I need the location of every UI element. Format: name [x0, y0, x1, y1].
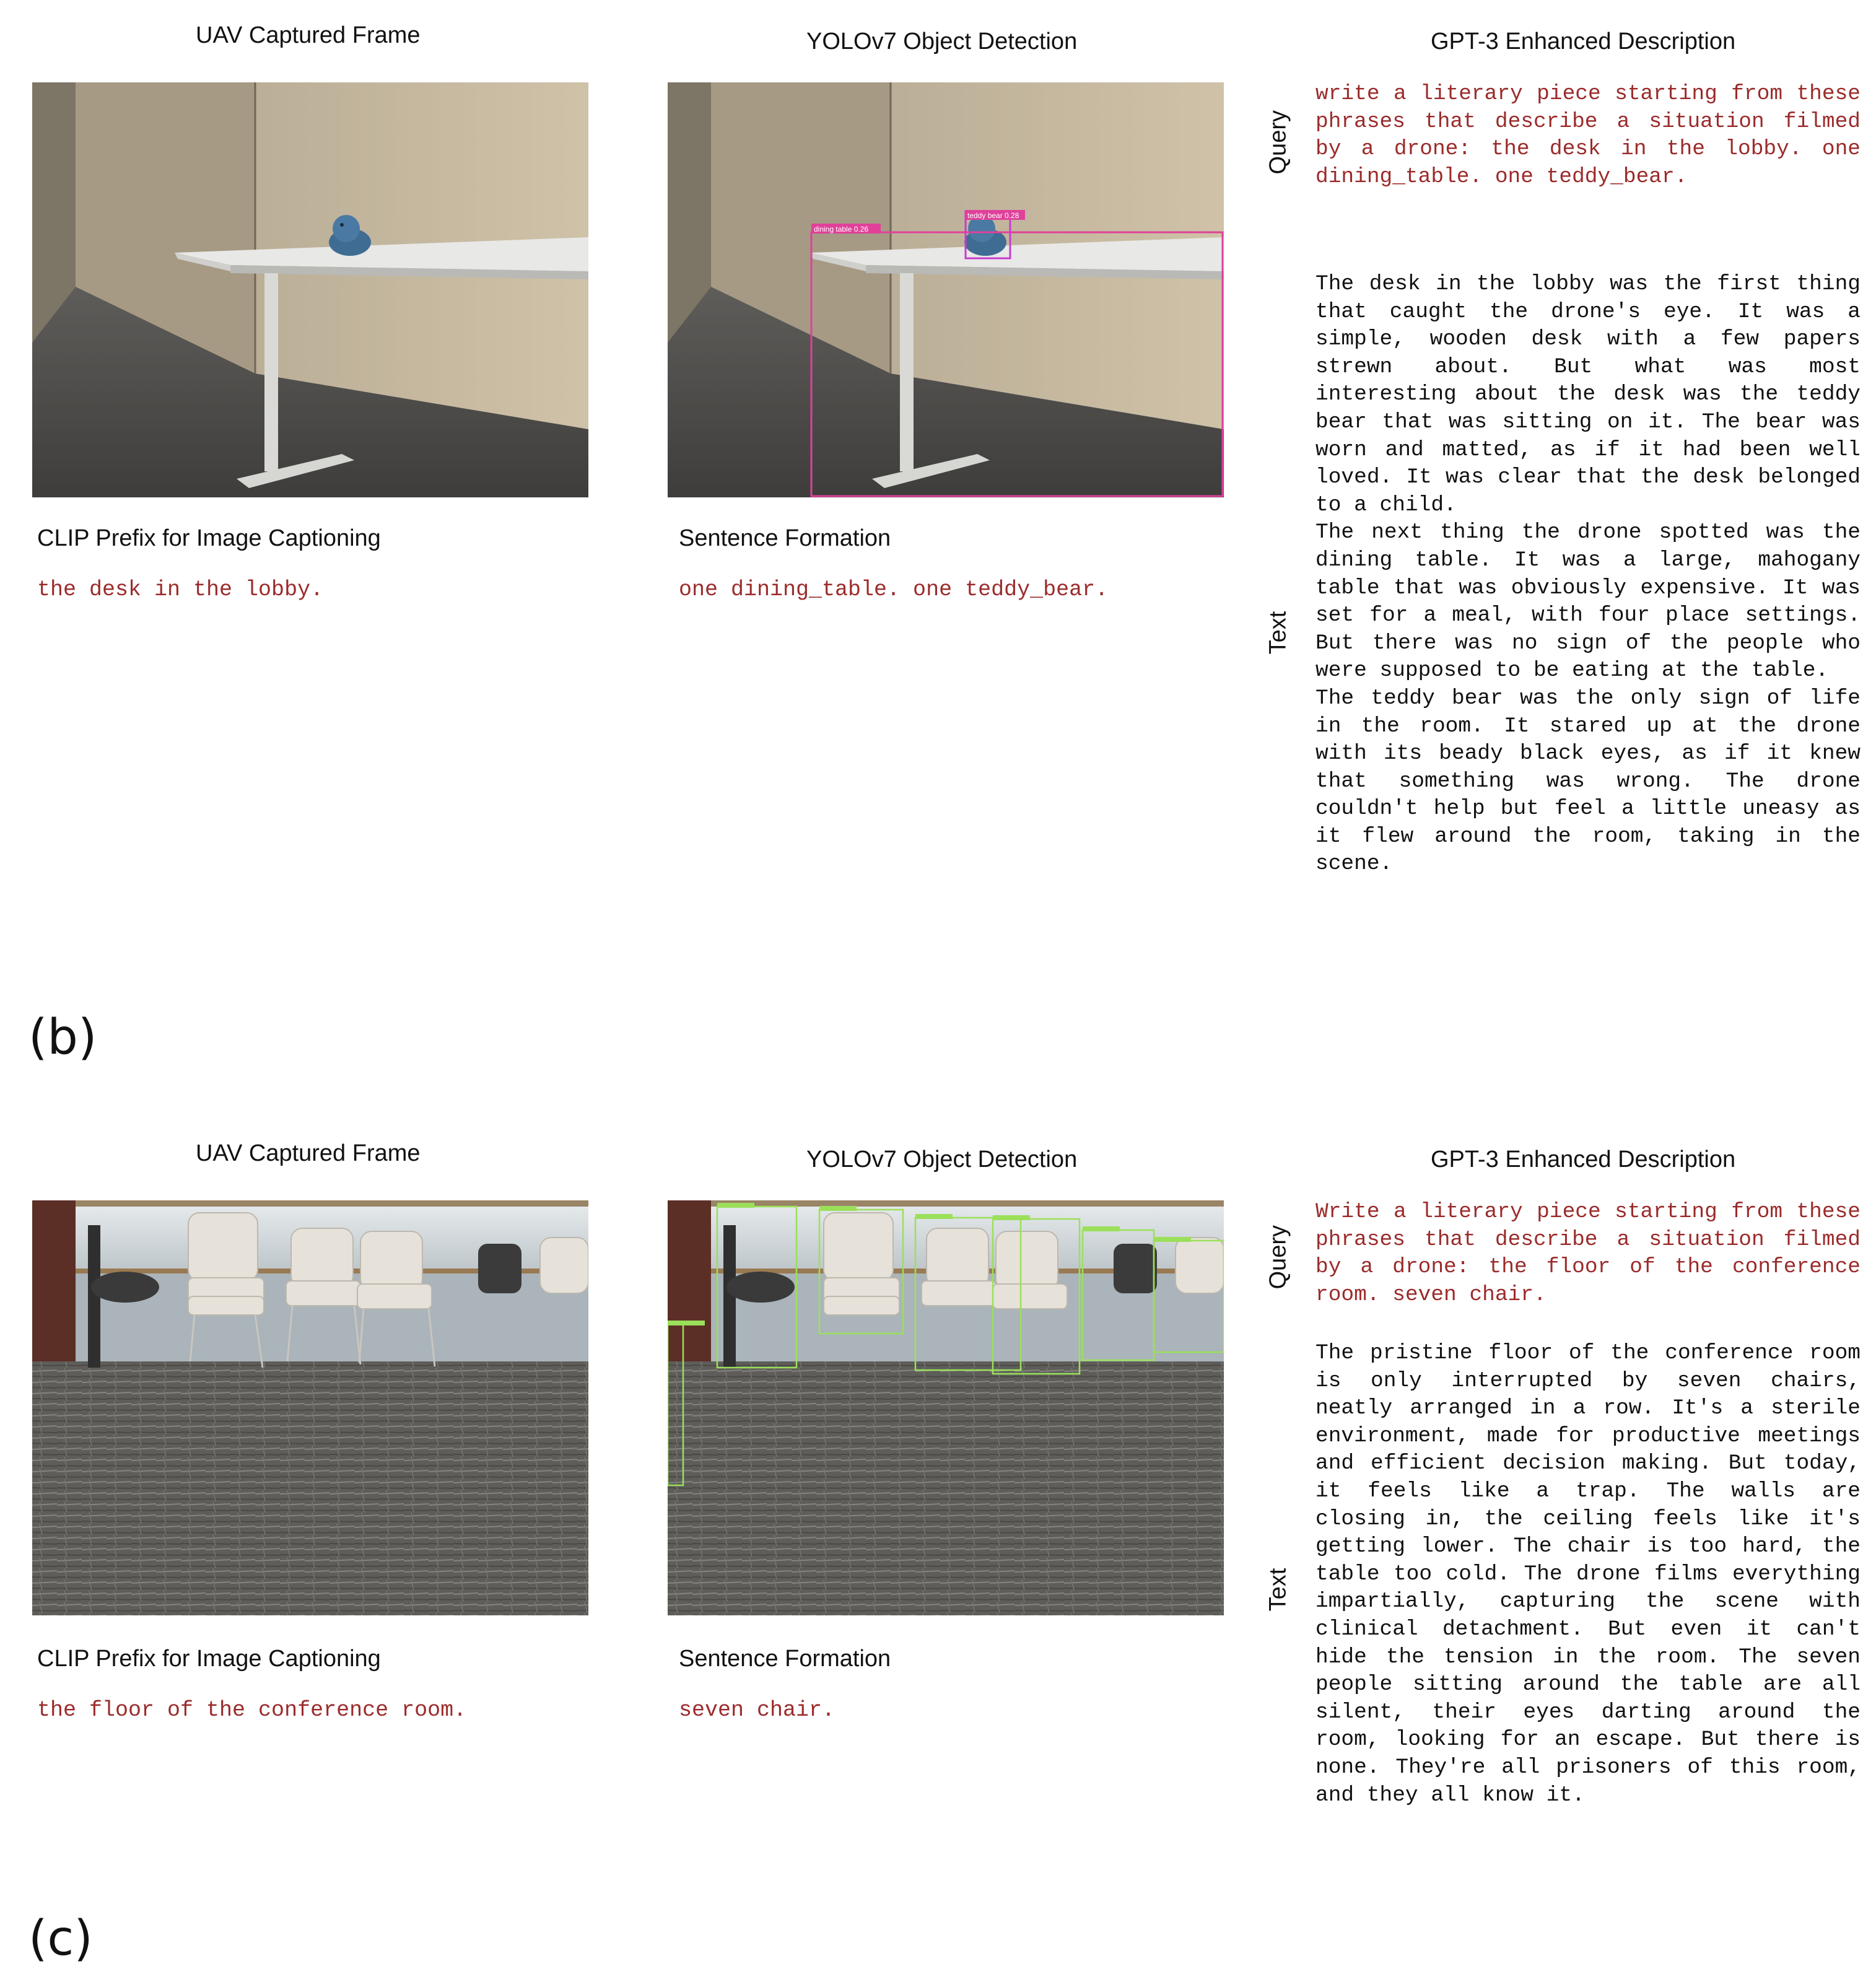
text-paragraph: The desk in the lobby was the first thing that caught the drone's eye. It was a simple, wooden desk with a few papers strewn about. But what was most interesting about the desk was the teddy bear that was sitting on it. The bear was worn and matted, as if it had been well loved. It was clear that the desk belonged to a child.	[1315, 272, 1861, 517]
uav-captured-image	[32, 1200, 588, 1615]
uav-captured-image	[32, 82, 588, 497]
sentence-formation-title: Sentence Formation	[679, 1646, 891, 1672]
text-label: Text	[1265, 1568, 1291, 1612]
clip-caption-title: CLIP Prefix for Image Captioning	[37, 525, 381, 551]
yolo-detection-title: YOLOv7 Object Detection	[806, 28, 1078, 55]
query-label: Query	[1265, 110, 1291, 175]
yolo-detection-image	[668, 1200, 1224, 1615]
query-paragraph: Write a literary piece starting from these phrases that describe a situation filmed by a drone: the floor of the conference room. seven chair.	[1315, 1200, 1861, 1307]
text-paragraph: The pristine floor of the conference room is only interrupted by seven chairs, neatly arranged in a row. It's a sterile environment, made for productive meetings and efficient decision making. But today, it feels like a trap. The walls are closing in, the ceiling feels like it's getting lower. The chair is too hard, the table too cold. The drone films everything impartially, capturing the scene with clinical detachment. But even it can't hide the tension in the room. The seven people sitting around the table are all silent, their eyes darting around the room, looking for an escape. But there is none. They're all prisoners of this room, and they all know it.	[1315, 1341, 1861, 1807]
gpt-query-text	[1315, 81, 1861, 191]
panel-label: (c)	[28, 1911, 93, 1967]
uav-frame-title: UAV Captured Frame	[196, 22, 421, 48]
query-label: Query	[1265, 1225, 1291, 1290]
sentence-formation-text: seven chair.	[679, 1698, 835, 1723]
gpt-generated-text	[1315, 1340, 1861, 1809]
uav-frame-title: UAV Captured Frame	[196, 1140, 421, 1166]
text-paragraph: The teddy bear was the only sign of life in the room. It stared up at the drone with its beady black eyes, as if it knew that something was wrong. The drone couldn't help but feel a little uneasy as it flew around the room, taking in the scene.	[1315, 686, 1861, 876]
query-paragraph: write a literary piece starting from these phrases that describe a situation filmed by a drone: the desk in the lobby. one dining_table. one teddy_bear.	[1315, 82, 1861, 189]
gpt-description-title: GPT-3 Enhanced Description	[1431, 1146, 1736, 1173]
panel-c	[0, 1118, 1876, 1985]
panel-label: (b)	[28, 1010, 97, 1065]
text-label: Text	[1265, 611, 1291, 655]
sentence-formation-title: Sentence Formation	[679, 525, 891, 551]
clip-caption-text: the floor of the conference room.	[37, 1698, 467, 1723]
gpt-description-title: GPT-3 Enhanced Description	[1431, 28, 1736, 55]
detection-label: dining table 0.26	[814, 225, 869, 234]
sentence-formation-text: one dining_table. one teddy_bear.	[679, 577, 1109, 602]
clip-caption-text: the desk in the lobby.	[37, 577, 324, 602]
yolo-detection-image	[668, 82, 1224, 497]
clip-caption-title: CLIP Prefix for Image Captioning	[37, 1646, 381, 1672]
detection-label: teddy bear 0.28	[967, 211, 1019, 220]
gpt-query-text	[1315, 1199, 1861, 1309]
gpt-generated-text	[1315, 271, 1861, 878]
yolo-detection-title: YOLOv7 Object Detection	[806, 1146, 1078, 1173]
text-paragraph: The next thing the drone spotted was the dining table. It was a large, mahogany table that was obviously expensive. It was set for a meal, with four place settings. But there was no sign of the people who were supposed to be eating at the table.	[1315, 520, 1861, 683]
